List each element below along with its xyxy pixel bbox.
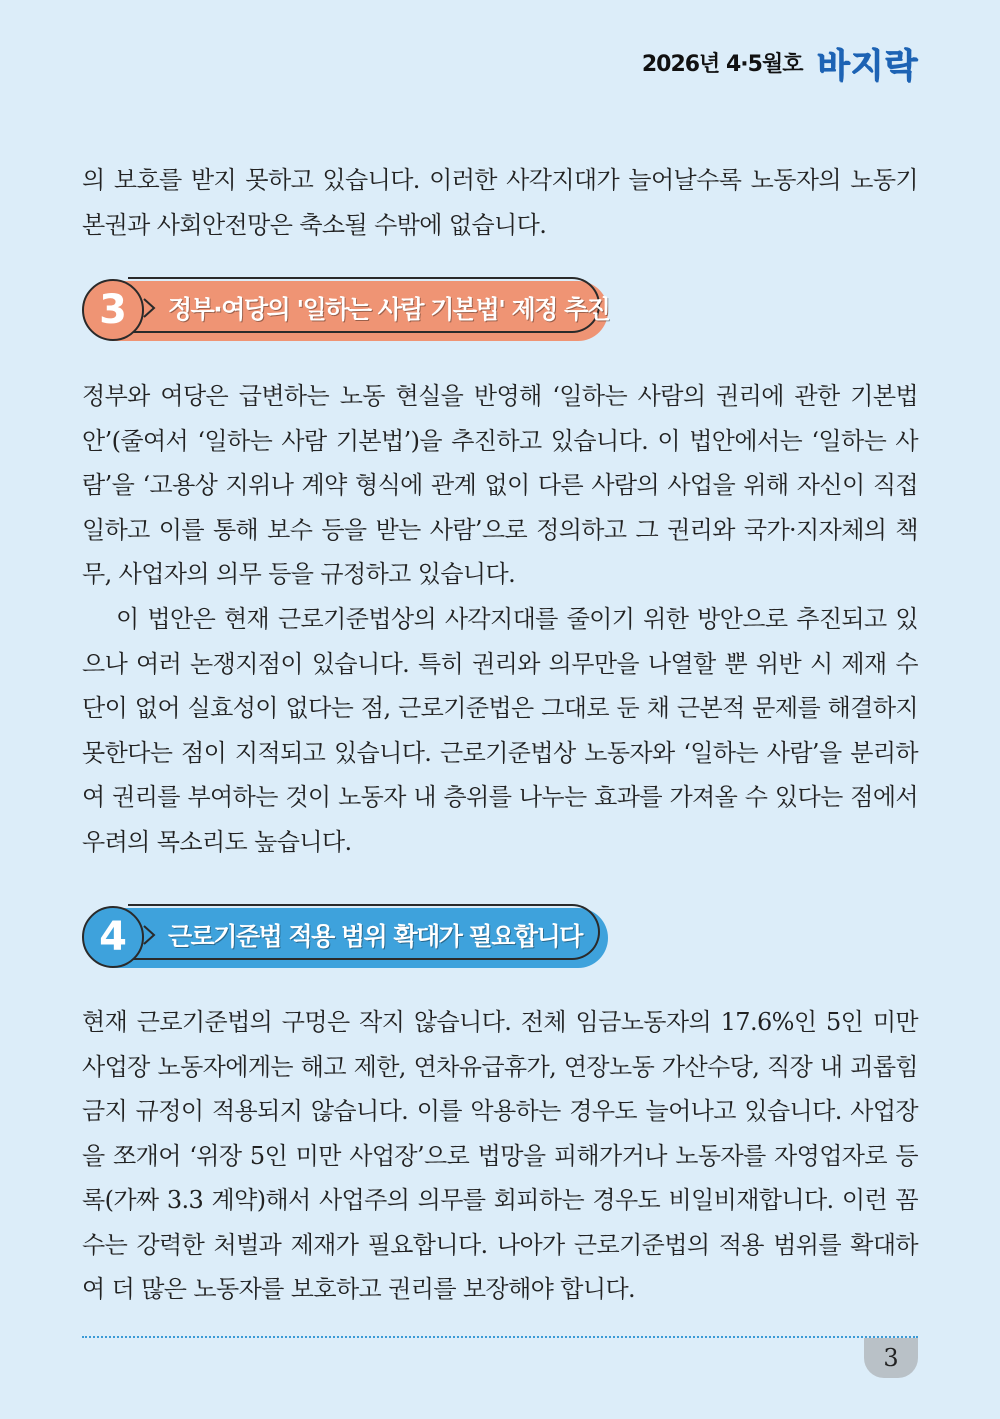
- section-4-title: 근로기준법 적용 범위 확대가 필요합니다: [168, 922, 582, 951]
- chevron-right-icon: [142, 297, 156, 319]
- section-3-heading: [82, 277, 608, 343]
- section-3-paragraph-1: 정부와 여당은 급변하는 노동 현실을 반영해 ‘일하는 사람의 권리에 관한 기본법안’(줄여서 ‘일하는 사람 기본법’)을 추진하고 있습니다. 이 법안에서는 ‘일하는 사람’을 ‘고용상 지위나 계약 형식에 관계 없이 다른 사람의 사업을 위해 자신이 직접 일하고 이를 통해 보수 등을 받는 사람’으로 정의하고 그 권리와 국가·지자체의 책무, 사업자의 의무 등을 규정하고 있습니다.: [82, 382, 918, 588]
- section-4-number: 4: [82, 906, 144, 968]
- page-number: 3: [864, 1338, 918, 1378]
- section-4-heading: [82, 904, 608, 970]
- section-3-number: 3: [82, 279, 144, 341]
- section-3-paragraph-2: 이 법안은 현재 근로기준법상의 사각지대를 줄이기 위한 방안으로 추진되고 있으나 여러 논쟁지점이 있습니다. 특히 권리와 의무만을 나열할 뿐 위반 시 제재 수단이 없어 실효성이 없다는 점, 근로기준법은 그대로 둔 채 근본적 문제를 해결하지 못한다는 점이 지적되고 있습니다. 근로기준법상 노동자와 ‘일하는 사람’을 분리하여 권리를 부여하는 것이 노동자 내 층위를 나누는 효과를 가져올 수 있다는 점에서 우려의 목소리도 높습니다.: [82, 605, 918, 856]
- intro-paragraph: 의 보호를 받지 못하고 있습니다. 이러한 사각지대가 늘어날수록 노동자의 노동기본권과 사회안전망은 축소될 수밖에 없습니다.: [82, 166, 918, 239]
- footer-divider: [82, 1336, 918, 1338]
- section-4-paragraph-1: 현재 근로기준법의 구멍은 작지 않습니다. 전체 임금노동자의 17.6%인 5인 미만 사업장 노동자에게는 해고 제한, 연차유급휴가, 연장노동 가산수당, 직장 내 괴롭힘 금지 규정이 적용되지 않습니다. 이를 악용하는 경우도 늘어나고 있습니다. 사업장을 쪼개어 ‘위장 5인 미만 사업장’으로 법망을 피해가거나 노동자를 자영업자로 등록(가짜 3.3 계약)해서 사업주의 의무를 회피하는 경우도 비일비재합니다. 이런 꼼수는 강력한 처벌과 제재가 필요합니다. 나아가 근로기준법의 적용 범위를 확대하여 더 많은 노동자를 보호하고 권리를 보장해야 합니다.: [82, 1008, 918, 1303]
- page-header: [642, 38, 918, 87]
- brand-logo: 바지락: [816, 46, 918, 86]
- section-3-title: 정부·여당의 '일하는 사람 기본법' 제정 추진: [168, 295, 610, 324]
- chevron-right-icon: [142, 924, 156, 946]
- issue-label: 2026년 4·5월호: [641, 52, 803, 77]
